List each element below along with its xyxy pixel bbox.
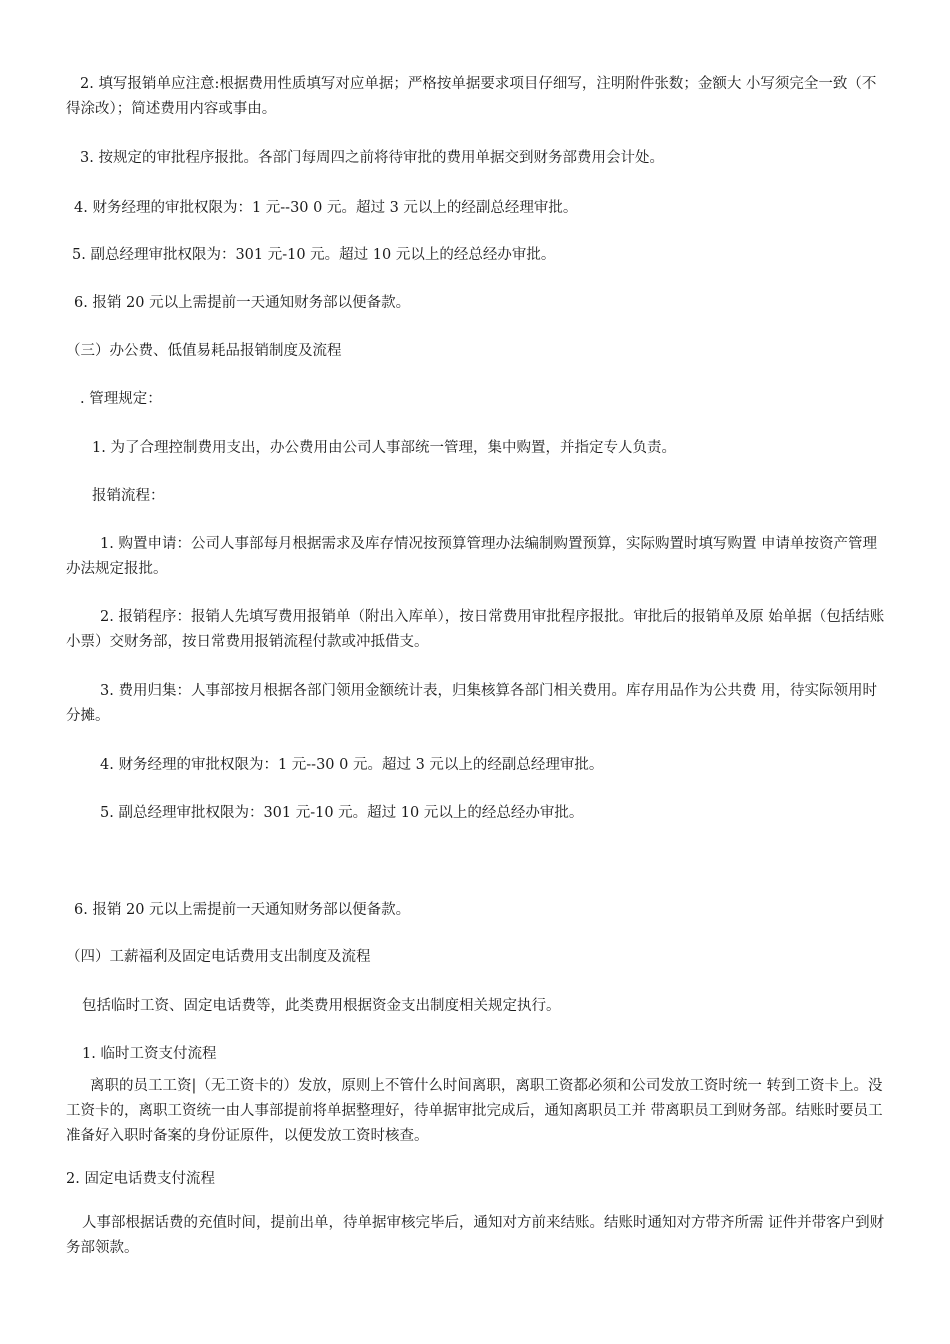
paragraph-scope: 包括临时工资、固定电话费等，此类费用根据资金支出制度相关规定执行。 [82, 998, 561, 1014]
paragraph-reimbursement-form-notes: 2. 填写报销单应注意:根据费用性质填写对应单据；严格按单据要求项目仔细写，注明附件张数；金额大 小写须完全一致（不得涂改）；简述费用内容或事由。 [66, 76, 877, 117]
paragraph-advance-notice-2: 6. 报销 20 元以上需提前一天通知财务部以便备款。 [74, 902, 411, 918]
paragraph-purchase-request: 1. 购置申请：公司人事部每月根据需求及库存情况按预算管理办法编制购置预算，实际购置时填写购置 申请单按资产管理办法规定报批。 [66, 536, 878, 577]
paragraph-phone-fee-process: 人事部根据话费的充值时间，提前出单，待单据审核完毕后，通知对方前来结账。结账时通知对方带齐所需 证件并带客户到财务部领款。 [66, 1215, 885, 1256]
paragraph-reimbursement-procedure: 2. 报销程序：报销人先填写费用报销单（附出入库单），按日常费用审批程序报批。审批后的报销单及原 始单据（包括结账小票）交财务部，按日常费用报销流程付款或冲抵借支。 [66, 609, 885, 650]
subheading-temporary-wages: 1. 临时工资支付流程 [82, 1046, 217, 1062]
section-heading-office-expenses: （三）办公费、低值易耗品报销制度及流程 [66, 343, 342, 359]
paragraph-advance-notice: 6. 报销 20 元以上需提前一天通知财务部以便备款。 [74, 295, 411, 311]
paragraph-deputy-gm-limit: 5. 副总经理审批权限为：301 元-10 元。超过 10 元以上的经总经办审批。 [72, 247, 556, 263]
paragraph-approval-procedure: 3. 按规定的审批程序报批。各部门每周四之前将待审批的费用单据交到财务部费用会计处。 [80, 150, 664, 166]
section-heading-payroll-phone: （四）工薪福利及固定电话费用支出制度及流程 [66, 949, 371, 965]
paragraph-finance-manager-limit: 4. 财务经理的审批权限为：1 元--30 0 元。超过 3 元以上的经副总经理审批。 [74, 200, 578, 216]
paragraph-temporary-wages-process: 离职的员工工资|（无工资卡的）发放，原则上不管什么时间离职，离职工资都必须和公司发放工资时统一 转到工资卡上。没工资卡的，离职工资统一由人事部提前将单据整理好，待单据审批完成后，通知离职员工并 带离职员工到财务部。结账时要员工准备好入职时备案的身份证原件，以便发放工资时核查。 [66, 1078, 883, 1144]
paragraph-deputy-gm-limit-2: 5. 副总经理审批权限为：301 元-10 元。超过 10 元以上的经总经办审批。 [100, 805, 584, 821]
paragraph-expense-allocation: 3. 费用归集：人事部按月根据各部门领用金额统计表，归集核算各部门相关费用。库存用品作为公共费 用，待实际领用时分摊。 [66, 683, 878, 724]
paragraph-finance-manager-limit-2: 4. 财务经理的审批权限为：1 元--30 0 元。超过 3 元以上的经副总经理审批。 [100, 757, 604, 773]
paragraph-cost-control: 1. 为了合理控制费用支出，办公费用由公司人事部统一管理，集中购置，并指定专人负责。 [92, 440, 676, 456]
subheading-reimbursement-process: 报销流程： [92, 488, 165, 504]
subheading-management-rules: . 管理规定： [80, 391, 162, 407]
subheading-phone-fee: 2. 固定电话费支付流程 [66, 1171, 215, 1187]
